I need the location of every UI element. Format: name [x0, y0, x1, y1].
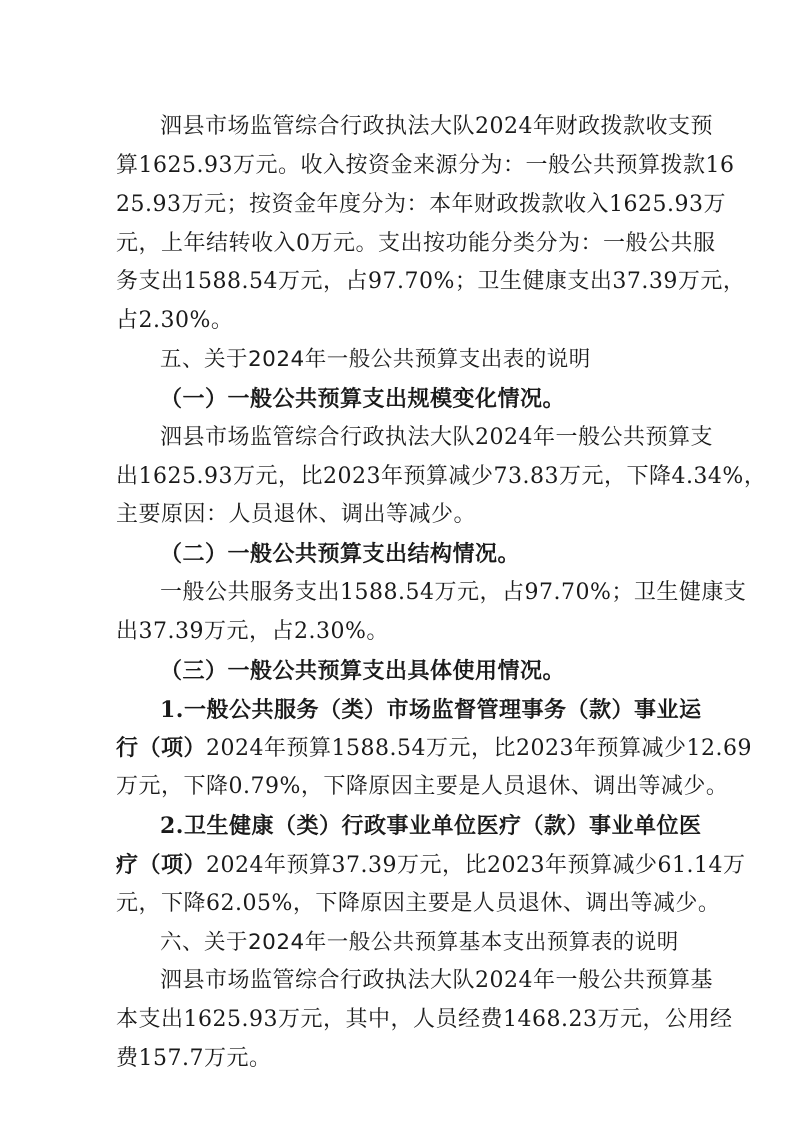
- paragraph-line: 泗县市场监管综合行政执法大队2024年一般公共预算基: [160, 968, 713, 994]
- paragraph-line: 25.93万元；按资金年度分为：本年财政拨款收入1625.93万: [116, 191, 726, 217]
- paragraph-line: 占2.30%。: [116, 308, 234, 334]
- item-heading-2: 2.卫生健康（类）行政事业单位医疗（款）事业单位医: [160, 813, 702, 839]
- subsection-heading-2: （二）一般公共预算支出结构情况。: [160, 541, 521, 568]
- paragraph-line: 泗县市场监管综合行政执法大队2024年一般公共预算支: [160, 424, 713, 450]
- paragraph-line: [116, 846, 745, 884]
- section-heading-6: 六、关于2024年一般公共预算基本支出预算表的说明: [160, 929, 679, 955]
- item-text: 2024年预算1588.54万元，比2023年预算减少12.69: [206, 736, 752, 762]
- paragraph-line: 元，下降62.05%，下降原因主要是人员退休、调出等减少。: [116, 890, 721, 916]
- paragraph-line: 万元，下降0.79%，下降原因主要是人员退休、调出等减少。: [116, 774, 729, 800]
- paragraph-line: 务支出1588.54万元，占97.70%；卫生健康支出37.39万元，: [116, 269, 746, 295]
- paragraph-line: 出37.39万元，占2.30%。: [116, 618, 389, 644]
- paragraph-line: 算1625.93万元。收入按资金来源分为：一般公共预算拨款16: [116, 152, 735, 178]
- paragraph-line: 费157.7万元。: [116, 1046, 272, 1071]
- paragraph-line: 出1625.93万元，比2023年预算减少73.83万元，下降4.34%，: [116, 463, 767, 489]
- item-heading-1-cont: 行（项）: [116, 735, 207, 762]
- paragraph-line: 主要原因：人员退休、调出等减少。: [116, 502, 477, 528]
- paragraph-line: 本支出1625.93万元，其中，人员经费1468.23万元，公用经: [116, 1007, 733, 1033]
- item-heading-2-cont: 疗（项）: [116, 851, 207, 878]
- subsection-heading-1: （一）一般公共预算支出规模变化情况。: [160, 385, 566, 412]
- section-heading-5: 五、关于2024年一般公共预算支出表的说明: [160, 347, 591, 372]
- paragraph-line: [116, 729, 752, 767]
- paragraph-line: 元，上年结转收入0万元。支出按功能分类分为：一般公共服: [116, 230, 716, 256]
- paragraph-line: 泗县市场监管综合行政执法大队2024年财政拨款收支预: [160, 114, 713, 139]
- item-heading-1: 1.一般公共服务（类）市场监督管理事务（款）事业运: [160, 696, 702, 723]
- paragraph-line: 一般公共服务支出1588.54万元，占97.70%；卫生健康支: [160, 580, 747, 605]
- subsection-heading-3: （三）一般公共预算支出具体使用情况。: [160, 657, 566, 684]
- item-text: 2024年预算37.39万元，比2023年预算减少61.14万: [206, 852, 746, 878]
